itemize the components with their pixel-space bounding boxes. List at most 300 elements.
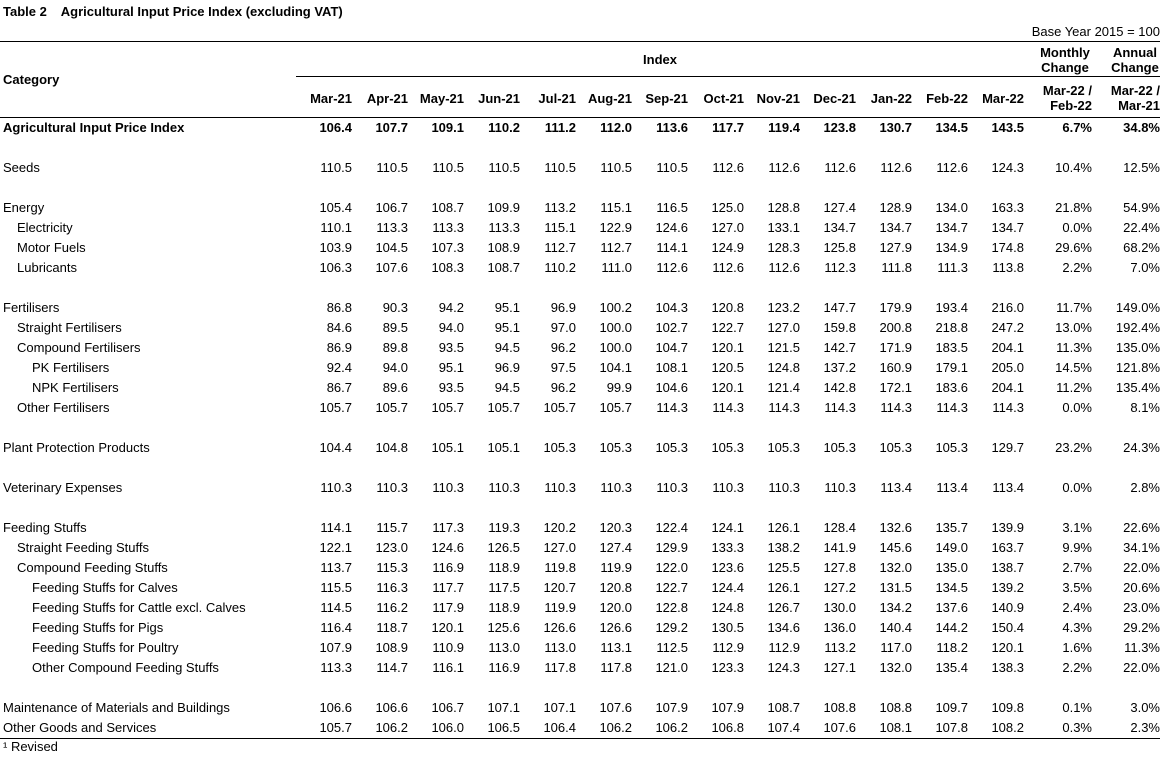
- month-header: Sep-21: [645, 91, 688, 106]
- month-header: Nov-21: [756, 91, 800, 106]
- index-value: 138.3: [991, 660, 1024, 675]
- index-value: 105.7: [487, 400, 520, 415]
- index-value: 113.3: [488, 220, 520, 235]
- annual-change-value: 54.9%: [1123, 200, 1160, 215]
- index-value: 122.8: [655, 600, 688, 615]
- monthly-change-value: 0.0%: [1062, 480, 1092, 495]
- index-value: 135.0: [935, 560, 968, 575]
- index-value: 134.0: [935, 200, 968, 215]
- index-value: 147.7: [823, 300, 856, 315]
- index-value: 143.5: [991, 120, 1024, 135]
- index-value: 141.9: [823, 540, 856, 555]
- index-value: 124.6: [655, 220, 688, 235]
- index-value: 122.7: [655, 580, 688, 595]
- table-row: [0, 318, 1160, 338]
- index-value: 112.3: [824, 260, 856, 275]
- index-value: 90.3: [382, 300, 408, 315]
- table-row: [0, 598, 1160, 618]
- annual-change-value: 22.4%: [1123, 220, 1160, 235]
- row-category: Feeding Stuffs for Pigs: [32, 620, 164, 635]
- row-category: Energy: [3, 200, 45, 215]
- index-value: 127.1: [823, 660, 856, 675]
- index-value: 113.6: [656, 120, 688, 135]
- annual-change-value: 2.3%: [1130, 720, 1160, 735]
- index-value: 108.7: [487, 260, 520, 275]
- index-value: 134.7: [991, 220, 1024, 235]
- month-header: Feb-22: [926, 91, 968, 106]
- index-value: 100.0: [599, 340, 632, 355]
- index-value: 120.3: [599, 520, 632, 535]
- index-value: 135.4: [935, 660, 968, 675]
- index-value: 110.3: [320, 480, 352, 495]
- index-value: 183.6: [935, 380, 968, 395]
- index-value: 95.1: [494, 300, 520, 315]
- index-value: 179.9: [879, 300, 912, 315]
- row-category: Seeds: [3, 160, 40, 175]
- annual-sub-label-2: Mar-21: [1118, 98, 1160, 113]
- index-value: 106.2: [599, 720, 632, 735]
- monthly-change-value: 13.0%: [1055, 320, 1092, 335]
- index-value: 163.7: [991, 540, 1024, 555]
- monthly-change-value: 21.8%: [1055, 200, 1092, 215]
- index-value: 124.3: [991, 160, 1024, 175]
- row-category: Feeding Stuffs for Poultry: [32, 640, 179, 655]
- index-value: 142.8: [823, 380, 856, 395]
- index-value: 107.9: [655, 700, 688, 715]
- index-value: 89.5: [382, 320, 408, 335]
- index-value: 113.3: [376, 220, 408, 235]
- monthly-change-value: 0.3%: [1062, 720, 1092, 735]
- index-value: 97.5: [550, 360, 576, 375]
- index-value: 113.0: [488, 640, 520, 655]
- index-value: 121.5: [767, 340, 800, 355]
- index-value: 130.0: [823, 600, 856, 615]
- annual-change-value: 12.5%: [1123, 160, 1160, 175]
- annual-change-value: 3.0%: [1130, 700, 1160, 715]
- index-value: 129.9: [655, 540, 688, 555]
- index-value: 89.6: [382, 380, 408, 395]
- index-value: 105.3: [599, 440, 632, 455]
- table-row: [0, 298, 1160, 318]
- index-value: 108.9: [487, 240, 520, 255]
- monthly-sub-label-2: Feb-22: [1050, 98, 1092, 113]
- index-value: 113.7: [320, 560, 352, 575]
- monthly-change-value: 11.2%: [1056, 380, 1092, 395]
- index-value: 123.6: [711, 560, 744, 575]
- footnote: ¹ Revised: [3, 739, 58, 754]
- index-value: 138.7: [991, 560, 1024, 575]
- index-value: 120.1: [711, 340, 744, 355]
- index-value: 97.0: [550, 320, 576, 335]
- index-value: 115.1: [544, 220, 576, 235]
- category-header: Category: [3, 72, 60, 87]
- table-row: [0, 398, 1160, 418]
- monthly-change-value: 0.0%: [1062, 400, 1092, 415]
- index-value: 121.4: [767, 380, 800, 395]
- table-bottom-rule: [0, 738, 1160, 739]
- index-value: 110.3: [544, 480, 576, 495]
- index-value: 108.2: [991, 720, 1024, 735]
- index-value: 127.4: [599, 540, 632, 555]
- index-value: 120.5: [711, 360, 744, 375]
- index-value: 118.9: [488, 600, 520, 615]
- index-value: 114.7: [376, 660, 408, 675]
- index-value: 139.2: [991, 580, 1024, 595]
- index-value: 105.3: [935, 440, 968, 455]
- index-value: 112.6: [880, 160, 912, 175]
- table-row: [0, 258, 1160, 278]
- row-category: Other Goods and Services: [3, 720, 157, 735]
- row-category: NPK Fertilisers: [32, 380, 119, 395]
- index-value: 107.4: [767, 720, 800, 735]
- index-value: 124.3: [767, 660, 800, 675]
- table-row: [0, 238, 1160, 258]
- annual-change-value: 7.0%: [1130, 260, 1160, 275]
- index-value: 119.4: [768, 120, 800, 135]
- index-value: 127.2: [823, 580, 856, 595]
- index-value: 113.4: [992, 480, 1024, 495]
- row-category: Maintenance of Materials and Buildings: [3, 700, 230, 715]
- row-category: Straight Feeding Stuffs: [17, 540, 150, 555]
- index-value: 113.4: [880, 480, 912, 495]
- monthly-sub-header: [1020, 83, 1092, 113]
- index-value: 107.6: [375, 260, 408, 275]
- index-value: 112.6: [936, 160, 968, 175]
- index-value: 140.4: [879, 620, 912, 635]
- month-header: Jul-21: [538, 91, 576, 106]
- index-value: 123.3: [711, 660, 744, 675]
- annual-change-value: 23.0%: [1123, 600, 1160, 615]
- index-value: 113.3: [432, 220, 464, 235]
- index-value: 111.0: [601, 260, 632, 275]
- index-value: 110.3: [712, 480, 744, 495]
- index-value: 112.6: [712, 160, 744, 175]
- index-value: 106.2: [375, 720, 408, 735]
- index-value: 140.9: [991, 600, 1024, 615]
- table-row: [0, 618, 1160, 638]
- index-value: 122.4: [655, 520, 688, 535]
- index-value: 118.2: [936, 640, 968, 655]
- index-value: 108.1: [655, 360, 688, 375]
- index-value: 106.2: [655, 720, 688, 735]
- index-value: 117.3: [432, 520, 464, 535]
- table-row: [0, 438, 1160, 458]
- index-value: 127.0: [711, 220, 744, 235]
- index-value: 136.0: [823, 620, 856, 635]
- index-value: 104.5: [375, 240, 408, 255]
- index-value: 150.4: [991, 620, 1024, 635]
- index-value: 106.7: [375, 200, 408, 215]
- annual-change-value: 34.8%: [1123, 120, 1160, 135]
- table-row: [0, 578, 1160, 598]
- index-value: 113.0: [544, 640, 576, 655]
- index-value: 126.5: [487, 540, 520, 555]
- index-value: 110.3: [432, 480, 464, 495]
- row-category: Veterinary Expenses: [3, 480, 123, 495]
- index-value: 102.7: [655, 320, 688, 335]
- index-value: 115.7: [376, 520, 408, 535]
- month-header: Jan-22: [870, 91, 912, 106]
- index-value: 179.1: [935, 360, 968, 375]
- index-value: 107.1: [487, 700, 520, 715]
- index-value: 92.4: [326, 360, 352, 375]
- table-row: [0, 518, 1160, 538]
- index-value: 96.9: [494, 360, 520, 375]
- index-value: 119.9: [544, 600, 576, 615]
- index-value: 114.3: [656, 400, 688, 415]
- index-value: 114.3: [992, 400, 1024, 415]
- index-value: 108.8: [879, 700, 912, 715]
- index-value: 123.8: [823, 120, 856, 135]
- index-value: 117.5: [488, 580, 520, 595]
- row-category: Feeding Stuffs for Calves: [32, 580, 178, 595]
- row-category: Lubricants: [17, 260, 77, 275]
- index-value: 110.5: [376, 160, 408, 175]
- index-value: 193.4: [935, 300, 968, 315]
- month-header: Aug-21: [587, 91, 632, 106]
- index-value: 108.7: [431, 200, 464, 215]
- index-value: 122.7: [711, 320, 744, 335]
- index-value: 125.5: [767, 560, 800, 575]
- index-value: 126.6: [543, 620, 576, 635]
- index-value: 128.4: [823, 520, 856, 535]
- index-value: 113.2: [824, 640, 856, 655]
- monthly-change-value: 9.9%: [1062, 540, 1092, 555]
- index-value: 104.4: [319, 440, 352, 455]
- index-value: 117.9: [432, 600, 464, 615]
- index-value: 125.6: [487, 620, 520, 635]
- index-value: 110.5: [656, 160, 688, 175]
- index-value: 134.5: [935, 580, 968, 595]
- index-value: 130.7: [879, 120, 912, 135]
- index-value: 171.9: [879, 340, 912, 355]
- index-value: 218.8: [935, 320, 968, 335]
- index-value: 183.5: [935, 340, 968, 355]
- index-rule: [296, 76, 1160, 77]
- month-header: Oct-21: [703, 91, 744, 106]
- index-value: 105.3: [879, 440, 912, 455]
- index-value: 133.1: [767, 220, 800, 235]
- index-value: 116.9: [432, 560, 464, 575]
- index-value: 104.7: [655, 340, 688, 355]
- annual-change-value: 24.3%: [1123, 440, 1160, 455]
- index-value: 130.5: [711, 620, 744, 635]
- annual-change-header: [1100, 45, 1170, 75]
- index-value: 200.8: [879, 320, 912, 335]
- index-value: 116.3: [376, 580, 408, 595]
- index-value: 125.8: [823, 240, 856, 255]
- index-value: 107.6: [823, 720, 856, 735]
- index-value: 149.0: [935, 540, 968, 555]
- index-value: 105.3: [711, 440, 744, 455]
- annual-change-value: 135.0%: [1115, 340, 1160, 355]
- index-value: 123.2: [767, 300, 800, 315]
- index-value: 114.1: [320, 520, 352, 535]
- table-row: [0, 558, 1160, 578]
- index-value: 84.6: [326, 320, 352, 335]
- monthly-change-value: 11.7%: [1056, 300, 1092, 315]
- month-header: Mar-22: [982, 91, 1024, 106]
- index-value: 108.3: [431, 260, 464, 275]
- index-value: 110.3: [376, 480, 408, 495]
- monthly-sub-label-1: Mar-22 /: [1042, 83, 1092, 98]
- index-value: 145.6: [879, 540, 912, 555]
- index-value: 247.2: [991, 320, 1024, 335]
- index-value: 107.7: [375, 120, 408, 135]
- index-value: 89.8: [382, 340, 408, 355]
- index-value: 93.5: [438, 340, 464, 355]
- index-value: 100.0: [599, 320, 632, 335]
- index-value: 113.1: [600, 640, 632, 655]
- index-value: 109.9: [487, 200, 520, 215]
- index-value: 128.8: [767, 200, 800, 215]
- index-value: 112.9: [712, 640, 744, 655]
- index-value: 110.3: [488, 480, 520, 495]
- annual-change-value: 8.1%: [1130, 400, 1160, 415]
- index-value: 115.3: [376, 560, 408, 575]
- index-value: 120.1: [431, 620, 464, 635]
- index-value: 116.2: [376, 600, 408, 615]
- index-value: 93.5: [438, 380, 464, 395]
- annual-change-value: 11.3%: [1124, 640, 1160, 655]
- table-row: [0, 158, 1160, 178]
- index-value: 134.7: [879, 220, 912, 235]
- row-category: Compound Fertilisers: [17, 340, 141, 355]
- index-value: 104.1: [599, 360, 632, 375]
- monthly-change-value: 2.7%: [1062, 560, 1092, 575]
- monthly-change-value: 10.4%: [1055, 160, 1092, 175]
- index-value: 105.3: [543, 440, 576, 455]
- index-value: 112.6: [712, 260, 744, 275]
- index-value: 105.3: [823, 440, 856, 455]
- row-category: Straight Fertilisers: [17, 320, 122, 335]
- table-row: [0, 118, 1160, 138]
- index-value: 94.5: [494, 380, 520, 395]
- table-row: [0, 358, 1160, 378]
- monthly-change-label-2: Change: [1041, 60, 1089, 75]
- index-value: 105.7: [431, 400, 464, 415]
- index-value: 94.0: [382, 360, 408, 375]
- index-value: 114.3: [712, 400, 744, 415]
- index-value: 111.8: [881, 260, 912, 275]
- index-value: 105.1: [487, 440, 520, 455]
- index-value: 139.9: [991, 520, 1024, 535]
- index-value: 112.6: [768, 260, 800, 275]
- index-value: 142.7: [823, 340, 856, 355]
- index-value: 118.9: [488, 560, 520, 575]
- index-value: 95.1: [494, 320, 520, 335]
- index-value: 129.2: [655, 620, 688, 635]
- index-value: 205.0: [991, 360, 1024, 375]
- annual-change-label-2: Change: [1111, 60, 1159, 75]
- index-value: 112.6: [824, 160, 856, 175]
- annual-change-value: 2.8%: [1130, 480, 1160, 495]
- index-value: 112.7: [600, 240, 632, 255]
- index-value: 114.5: [320, 600, 352, 615]
- index-value: 137.2: [823, 360, 856, 375]
- row-category: Feeding Stuffs: [3, 520, 87, 535]
- index-value: 119.8: [544, 560, 576, 575]
- index-value: 134.5: [935, 120, 968, 135]
- index-value: 133.3: [711, 540, 744, 555]
- index-value: 94.2: [438, 300, 464, 315]
- index-value: 94.0: [438, 320, 464, 335]
- index-value: 86.9: [326, 340, 352, 355]
- index-value: 104.8: [375, 440, 408, 455]
- month-header: Jun-21: [478, 91, 520, 106]
- monthly-change-header: [1030, 45, 1100, 75]
- index-value: 109.1: [431, 120, 464, 135]
- index-value: 110.5: [432, 160, 464, 175]
- row-category: Other Fertilisers: [17, 400, 110, 415]
- index-value: 124.4: [711, 580, 744, 595]
- base-year-note: Base Year 2015 = 100: [1031, 24, 1160, 39]
- index-value: 127.8: [823, 560, 856, 575]
- index-value: 120.8: [599, 580, 632, 595]
- index-value: 120.1: [711, 380, 744, 395]
- index-value: 107.9: [711, 700, 744, 715]
- index-value: 122.9: [599, 220, 632, 235]
- index-value: 116.5: [656, 200, 688, 215]
- index-value: 113.2: [544, 200, 576, 215]
- index-value: 132.0: [879, 660, 912, 675]
- index-value: 127.0: [767, 320, 800, 335]
- index-value: 110.5: [488, 160, 520, 175]
- index-value: 110.2: [544, 260, 576, 275]
- index-value: 114.3: [824, 400, 856, 415]
- index-value: 112.0: [600, 120, 632, 135]
- index-value: 124.8: [711, 600, 744, 615]
- index-value: 116.9: [488, 660, 520, 675]
- index-value: 120.7: [543, 580, 576, 595]
- index-value: 105.7: [375, 400, 408, 415]
- index-value: 120.2: [543, 520, 576, 535]
- row-category: Agricultural Input Price Index: [3, 120, 185, 135]
- monthly-change-value: 3.5%: [1062, 580, 1092, 595]
- index-value: 110.3: [656, 480, 688, 495]
- index-value: 137.6: [935, 600, 968, 615]
- index-value: 86.8: [326, 300, 352, 315]
- index-value: 112.6: [768, 160, 800, 175]
- index-value: 99.9: [606, 380, 632, 395]
- row-category: Electricity: [17, 220, 73, 235]
- index-value: 105.7: [319, 720, 352, 735]
- index-value: 110.5: [600, 160, 632, 175]
- monthly-change-value: 2.2%: [1062, 260, 1092, 275]
- index-value: 123.0: [375, 540, 408, 555]
- row-category: Plant Protection Products: [3, 440, 150, 455]
- row-category: Other Compound Feeding Stuffs: [32, 660, 219, 675]
- monthly-change-value: 2.2%: [1062, 660, 1092, 675]
- index-value: 110.3: [768, 480, 800, 495]
- index-value: 144.2: [935, 620, 968, 635]
- index-value: 106.6: [375, 700, 408, 715]
- index-value: 108.8: [823, 700, 856, 715]
- index-value: 110.3: [824, 480, 856, 495]
- annual-change-value: 20.6%: [1123, 580, 1160, 595]
- month-header: May-21: [419, 91, 464, 106]
- index-value: 96.2: [550, 380, 576, 395]
- index-value: 95.1: [438, 360, 464, 375]
- index-value: 104.3: [655, 300, 688, 315]
- index-value: 117.7: [432, 580, 464, 595]
- index-value: 109.7: [935, 700, 968, 715]
- index-value: 119.9: [600, 560, 632, 575]
- row-category: Compound Feeding Stuffs: [17, 560, 168, 575]
- index-value: 110.1: [320, 220, 352, 235]
- index-value: 124.8: [767, 360, 800, 375]
- row-category: Feeding Stuffs for Cattle excl. Calves: [32, 600, 246, 615]
